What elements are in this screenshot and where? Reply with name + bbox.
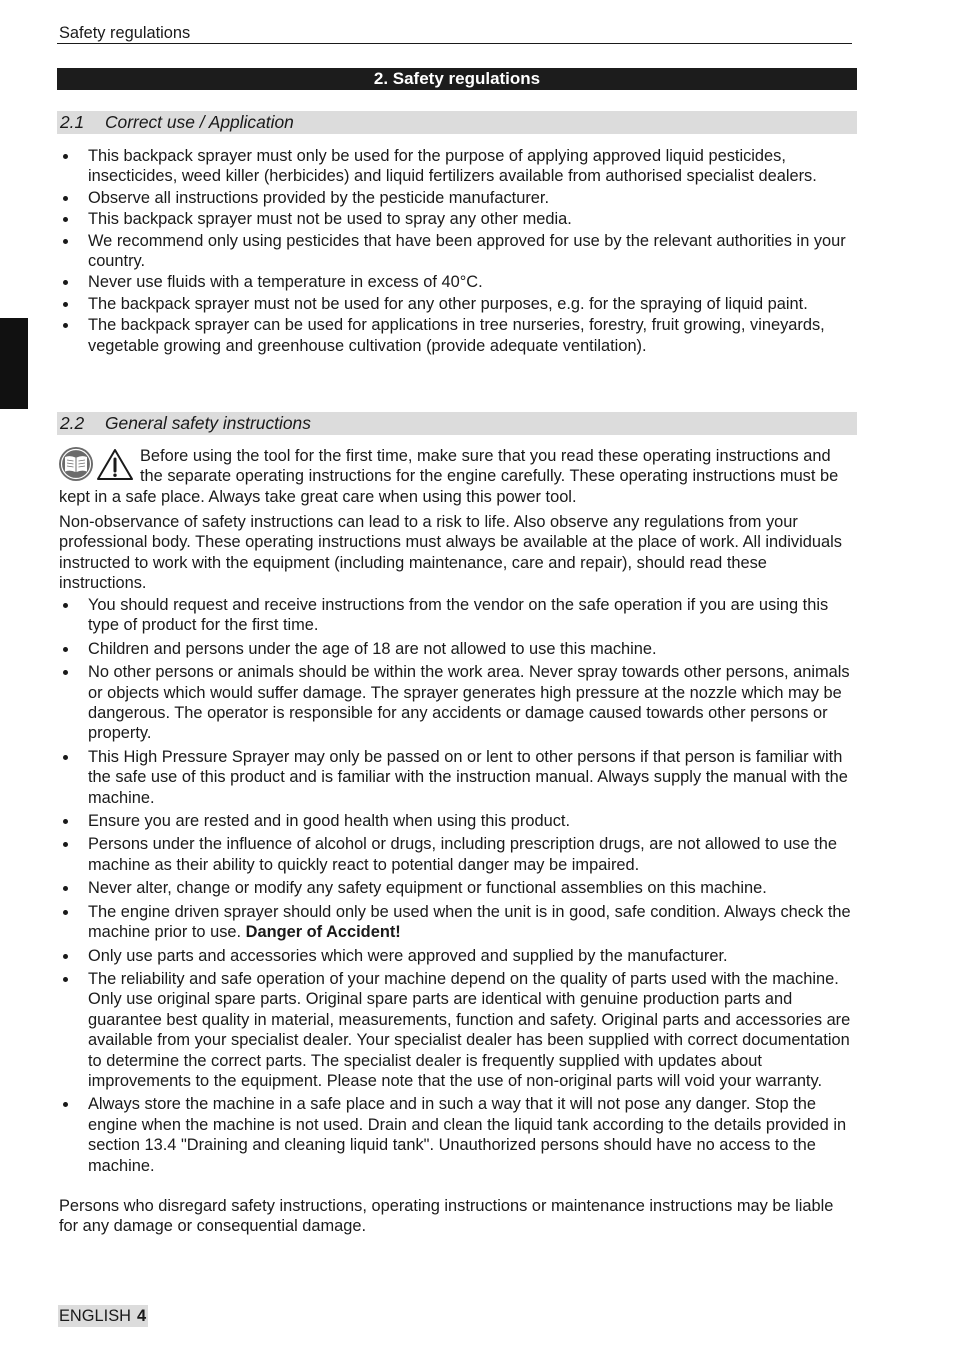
list-item: This backpack sprayer must only be used for the purpose of applying approved liquid pesticides, insecticides, weed killer (herbicides) and liquid fertilizers available from authorised specialist dealers.: [59, 146, 855, 187]
list-item: This High Pressure Sprayer may only be passed on or lent to other persons if that person is familiar with the safe use of this product and is familiar with the instruction manual. Always supply the manual with the machine.: [59, 747, 855, 808]
intro-text: Before using the tool for the first time, make sure that you read these operating instructions and the separate operating instructions for the engine carefully. These operating instructions must be kept in a safe place. Always take great care when using this power tool.: [59, 447, 839, 506]
danger-warning: Danger of Accident!: [245, 923, 401, 942]
list-item: This backpack sprayer must not be used to spray any other media.: [59, 209, 855, 229]
language-thumb-tab: [0, 318, 28, 409]
subsection-title: Correct use / Application: [105, 112, 294, 132]
list-item: You should request and receive instructions from the vendor on the safe operation if you are using this type of product for the first time.: [59, 595, 855, 636]
footer-language: ENGLISH: [59, 1307, 131, 1325]
list-item: We recommend only using pesticides that have been approved for use by the relevant authorities in your country.: [59, 231, 855, 272]
list-item: Always store the machine in a safe place and in such a way that it will not pose any danger. Stop the engine when the machine is not used. Drain and clean the liquid tank according to the details provided in section 13.4 "Draining and cleaning liquid tank". Unauthorized persons should have no access to the machine.: [59, 1094, 855, 1176]
subsection-heading-2-2: [57, 412, 857, 435]
subsection-number: 2.1: [60, 112, 85, 132]
icon-spacer: [59, 446, 140, 484]
subsection-number: 2.2: [60, 413, 85, 433]
list-item-text: The engine driven sprayer should only be used when the unit is in good, safe condition. Always check the machine prior to use.: [88, 902, 851, 942]
list-item: Never alter, change or modify any safety equipment or functional assemblies on this machine.: [59, 878, 855, 898]
list-item: No other persons or animals should be within the work area. Never spray towards other persons, animals or objects which would suffer damage. The sprayer generates high pressure at the nozzle which may be dangerous. The operator is responsible for any accidents or damage caused towards other persons or property.: [59, 662, 855, 744]
running-header: Safety regulations: [59, 24, 191, 42]
list-item: Never use fluids with a temperature in excess of 40°C.: [59, 272, 855, 292]
list-item: The backpack sprayer can be used for applications in tree nurseries, forestry, fruit growing, vineyards, vegetable growing and greenhouse cultivation (provide adequate ventilation).: [59, 315, 855, 356]
header-rule: [57, 43, 852, 44]
list-item: Observe all instructions provided by the pesticide manufacturer.: [59, 188, 855, 208]
intro-paragraph: [59, 446, 853, 507]
warning-paragraph: Non-observance of safety instructions can lead to a risk to life. Also observe any regulations from your professional body. These operating instructions must always be available at the place of work. All individuals instructed to work with the equipment (including maintenance, care and repair), should read these instructions.: [59, 513, 842, 593]
page-number: 4: [136, 1307, 147, 1325]
page-footer: [58, 1305, 148, 1327]
subsection-heading-2-1: [57, 111, 857, 134]
list-item: Children and persons under the age of 18 are not allowed to use this machine.: [59, 639, 855, 659]
section-title: 2. Safety regulations: [57, 68, 857, 90]
subsection-title: General safety instructions: [105, 413, 311, 433]
list-item: Ensure you are rested and in good health when using this product.: [59, 811, 855, 831]
closing-paragraph: Persons who disregard safety instructions, operating instructions or maintenance instructions may be liable for any damage or consequential damage.: [59, 1197, 834, 1236]
list-item: Only use parts and accessories which were approved and supplied by the manufacturer.: [59, 946, 855, 966]
list-item: The reliability and safe operation of your machine depend on the quality of parts used with the machine. Only use original spare parts. Original spare parts are identical with genuine production parts and guarantee best quality in material, measurements, function and safety. Original parts and accessories are available from your specialist dealer. Your specialist dealer has been supplied with correct documentation to determine the correct parts. The specialist dealer is frequently supplied with updates about improvements to the equipment. Please note that the use of non-original parts will void your warranty.: [59, 969, 855, 1091]
list-item: The backpack sprayer must not be used for any other purposes, e.g. for the spraying of liquid paint.: [59, 294, 855, 314]
general-safety-list: [59, 595, 855, 1179]
list-item: Persons under the influence of alcohol or drugs, including prescription drugs, are not allowed to use the machine as their ability to quickly react to potential danger may be impaired.: [59, 834, 855, 875]
list-item: [59, 902, 855, 943]
correct-use-list: [59, 146, 855, 356]
